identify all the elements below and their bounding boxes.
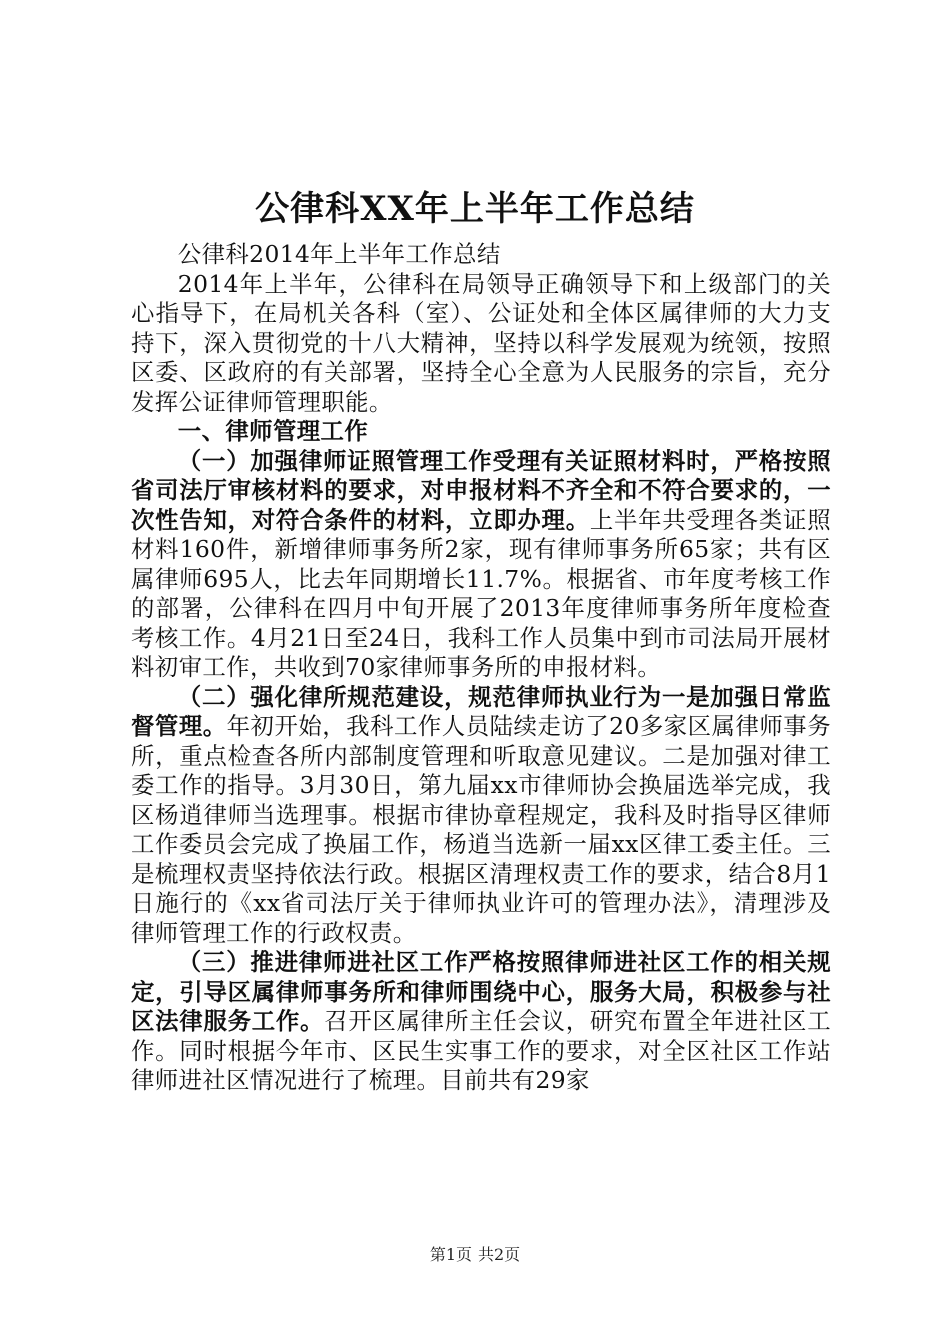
document-body	[131, 240, 831, 1096]
item-text-1: 上半年共受理各类证照材料160件，新增律师事务所2家，现有律师事务所65家；共有区属律师695人，比去年同期增长11.7%。根据省、市年度考核工作的部署，公律科在四月中旬开展了2013年度律师事务所年度检查考核工作。4月21日至24日，我科工作人员集中到市司法局开展材料初审工作，共收到70家律师事务所的申报材料。	[131, 505, 831, 681]
intro-paragraph: 2014年上半年，公律科在局领导正确领导下和上级部门的关心指导下，在局机关各科（室）、公证处和全体区属律师的大力支持下，深入贯彻党的十八大精神，坚持以科学发展观为统领，按照区委、区政府的有关部署，坚持全心全意为人民服务的宗旨，充分发挥公证律师管理职能。	[131, 269, 831, 416]
item-text-3: 召开区属律所主任会议，研究布置全年进社区工作。同时根据今年市、区民生实事工作的要求，对全区社区工作站律师进社区情况进行了梳理。目前共有29家	[131, 1007, 831, 1094]
item-heading-2: （二）强化律所规范建设，规范律师执业行为一是加强日常监督管理。	[131, 682, 831, 740]
page-footer	[0, 1244, 950, 1266]
item-heading-1: （一）加强律师证照管理工作受理有关证照材料时，严格按照省司法厅审核材料的要求，对申报材料不齐全和不符合要求的，一次性告知，对符合条件的材料，立即办理。	[131, 446, 831, 534]
item-text-2: 年初开始，我科工作人员陆续走访了20多家区属律师事务所，重点检查各所内部制度管理和听取意见建议。二是加强对律工委工作的指导。3月30日，第九届xx市律师协会换届选举完成，我区杨逍律师当选理事。根据市律协章程规定，我科及时指导区律师工作委员会完成了换届工作，杨逍当选新一届xx区律工委主任。三是梳理权责坚持依法行政。根据区清理权责工作的要求，结合8月1日施行的《xx省司法厅关于律师执业许可的管理办法》，清理涉及律师管理工作的行政权责。	[131, 712, 831, 947]
subtitle-paragraph: 公律科2014年上半年工作总结	[177, 240, 501, 268]
item-paragraph-1	[131, 447, 831, 683]
page-number: 第1页	[429, 1245, 472, 1264]
item-heading-3: （三）推进律师进社区工作严格按照律师进社区工作的相关规定，引导区属律师事务所和律师围绕中心，服务大局，积极参与社区法律服务工作。	[131, 948, 831, 1035]
section-heading: 一、律师管理工作	[177, 417, 369, 445]
item-paragraph-2	[131, 683, 831, 949]
page-total: 共2页	[478, 1245, 521, 1264]
document-title: 公律科XX年上半年工作总结	[255, 189, 695, 229]
item-paragraph-3	[131, 948, 831, 1096]
